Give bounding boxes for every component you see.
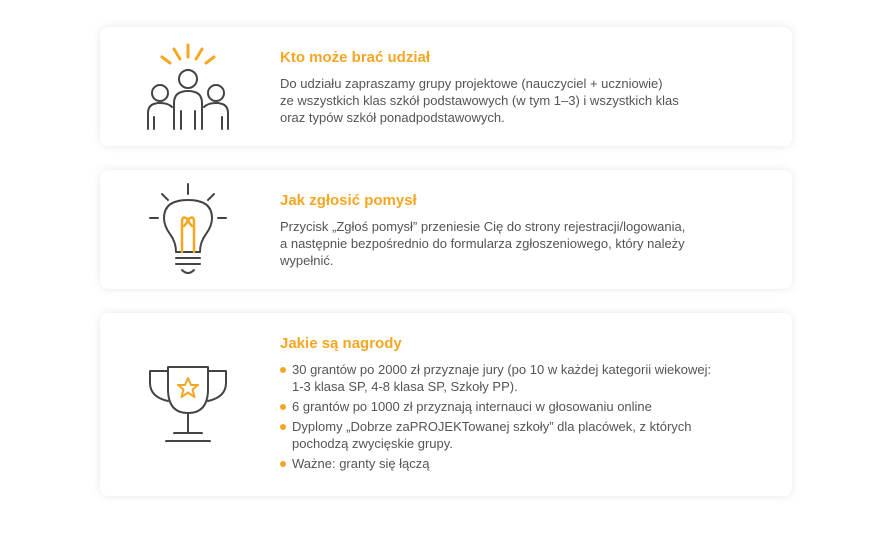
- list-item-line: Dyplomy „Dobrze zaPROJEKTowanej szkoły” dla placówek, z których: [292, 419, 692, 434]
- list-item: [280, 398, 762, 415]
- list-item-line: Ważne: granty się łączą: [292, 456, 430, 471]
- card-title: Jakie są nagrody: [280, 335, 402, 352]
- card-how-to-submit: [100, 170, 792, 289]
- lightbulb-icon: [142, 182, 234, 278]
- card-description-line: a następnie bezpośrednio do formularza zgłoszeniowego, który należy: [280, 236, 685, 251]
- card-who-can-participate: [100, 27, 792, 146]
- list-item: [280, 361, 762, 395]
- card-description: [280, 75, 762, 126]
- card-description-line: oraz typów szkół ponadpodstawowych.: [280, 110, 505, 125]
- list-item-line: 30 grantów po 2000 zł przyznaje jury (po 10 w każdej kategorii wiekowej:: [292, 362, 712, 377]
- card-description-line: Do udziału zapraszamy grupy projektowe (nauczyciel + uczniowie): [280, 76, 663, 91]
- card-description-line: ze wszystkich klas szkół podstawowych (w tym 1–3) i wszystkich klas: [280, 93, 679, 108]
- prizes-list: [280, 361, 762, 472]
- list-item: [280, 455, 762, 472]
- list-item-line: 6 grantów po 1000 zł przyznają internauci w głosowaniu online: [292, 399, 652, 414]
- people-group-icon: [142, 41, 234, 131]
- card-description-line: wypełnić.: [280, 253, 334, 268]
- list-item-line: 1-3 klasa SP, 4-8 klasa SP, Szkoły PP).: [292, 379, 518, 394]
- card-title: Jak zgłosić pomysł: [280, 192, 417, 209]
- card-description-line: Przycisk „Zgłoś pomysł” przeniesie Cię do strony rejestracji/logowania,: [280, 219, 686, 234]
- trophy-icon: [142, 361, 234, 449]
- card-title: Kto może brać udział: [280, 49, 431, 66]
- list-item: [280, 418, 762, 452]
- card-prizes: [100, 313, 792, 496]
- card-description: [280, 218, 762, 269]
- list-item-line: pochodzą zwycięskie grupy.: [292, 436, 453, 451]
